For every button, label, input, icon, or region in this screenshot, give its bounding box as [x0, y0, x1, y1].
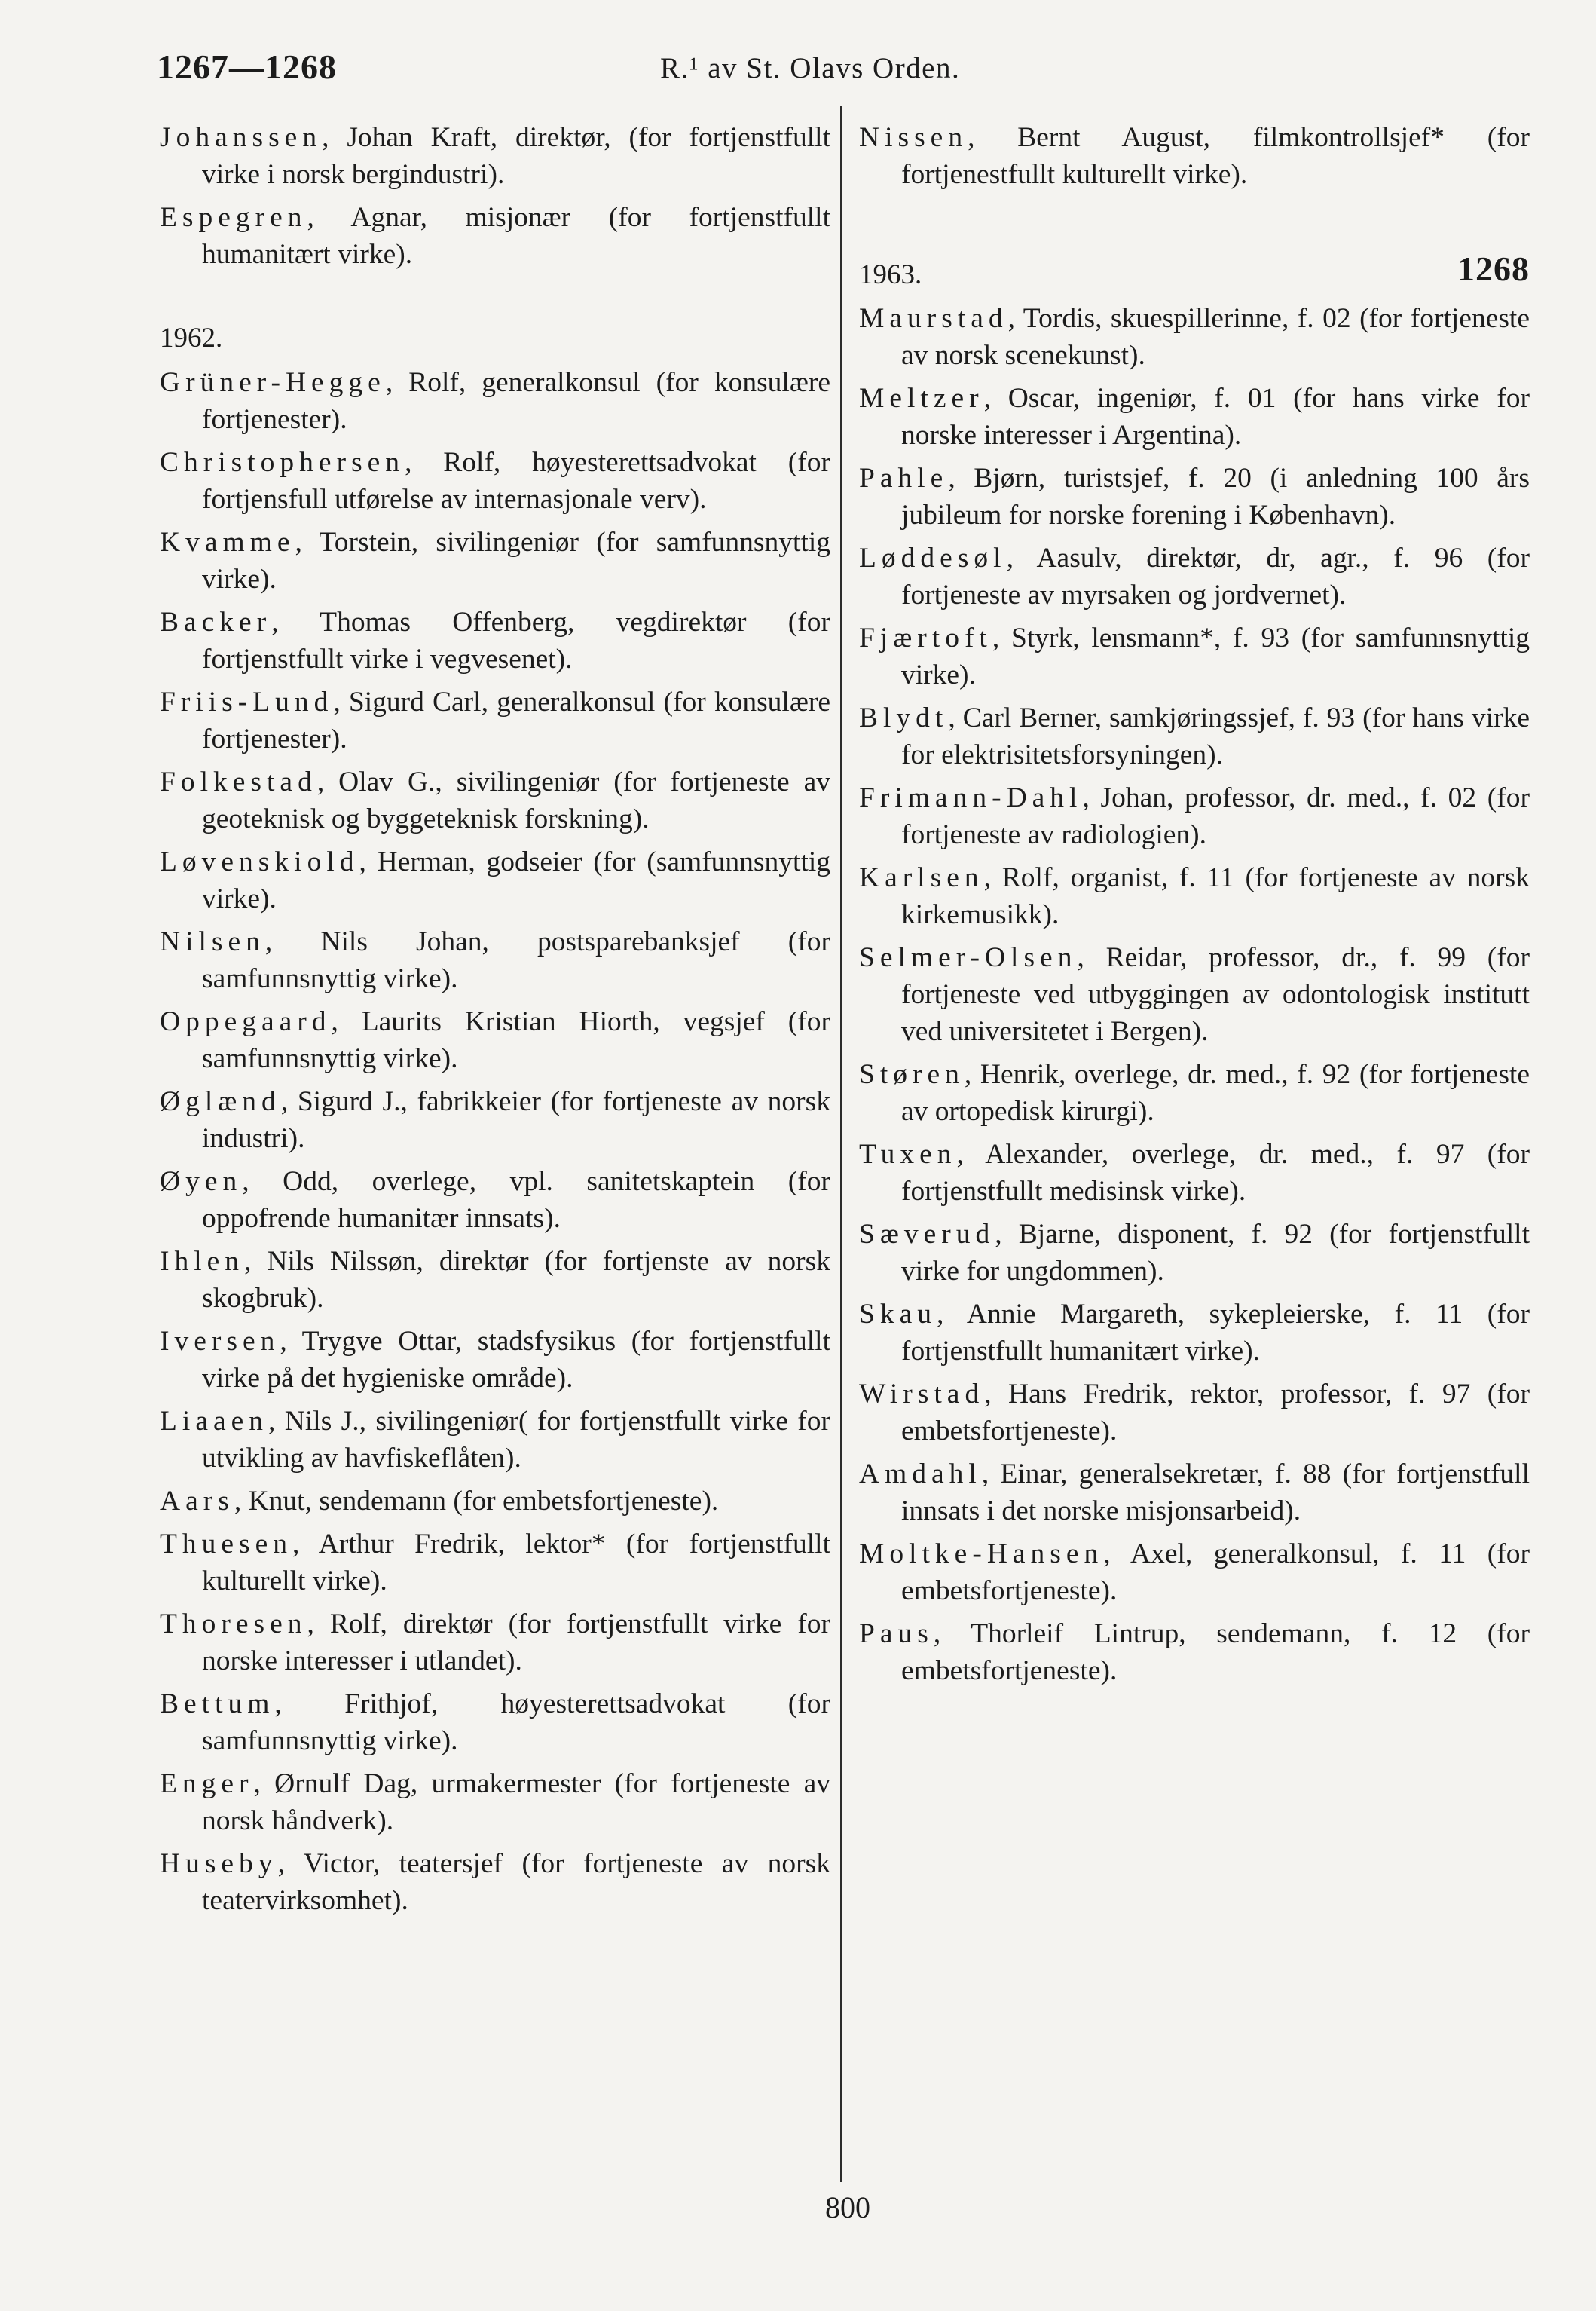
- list-item: [859, 620, 1530, 693]
- entry-details: , Johan, professor, dr. med., f. 02 (for fortjeneste av radiologien).: [901, 782, 1530, 850]
- entry-details: , Tordis, skuespillerinne, f. 02 (for fortjeneste av norsk scenekunst).: [901, 303, 1530, 371]
- list-item: [859, 939, 1530, 1050]
- list-item: [160, 1483, 830, 1520]
- entry-details: , Rolf, høyesterettsadvokat (for fortjensfull utførelse av internasjonale verv).: [202, 447, 830, 515]
- list-item: [859, 380, 1530, 454]
- entry-surname: Nissen: [859, 122, 968, 153]
- entry-details: , Rolf, direktør (for fortjenstfullt virke for norske interesser i utlandet).: [202, 1609, 830, 1676]
- entry-surname: Nilsen: [160, 926, 265, 957]
- entry-surname: Øyen: [160, 1166, 243, 1197]
- entry-surname: Enger: [160, 1768, 254, 1799]
- list-item: [859, 779, 1530, 853]
- entry-surname: Øglænd: [160, 1086, 281, 1117]
- list-item: [859, 1376, 1530, 1449]
- year-heading-row: [859, 250, 1530, 291]
- column-divider: [840, 106, 842, 2182]
- entry-details: , Bjarne, disponent, f. 92 (for fortjenstfullt virke for ungdommen).: [901, 1219, 1530, 1287]
- list-item: [160, 364, 830, 438]
- entry-surname: Bettum: [160, 1688, 275, 1719]
- page-range: 1267—1268: [157, 47, 337, 86]
- list-item: [160, 1243, 830, 1317]
- entry-surname: Iversen: [160, 1326, 280, 1357]
- entry-details: , Herman, godseier (for (samfunnsnyttig virke).: [202, 846, 830, 914]
- entry-surname: Amdahl: [859, 1459, 982, 1489]
- entry-details: , Odd, overlege, vpl. sanitetskaptein (for oppofrende humanitær innsats).: [202, 1166, 830, 1234]
- entry-details: , Agnar, misjonær (for fortjenstfullt humanitært virke).: [202, 202, 830, 270]
- entry-surname: Tuxen: [859, 1139, 957, 1170]
- list-item: [160, 1163, 830, 1237]
- list-item: [160, 1083, 830, 1157]
- entry-details: , Knut, sendemann (for embetsfortjeneste).: [234, 1486, 719, 1517]
- entry-details: , Oscar, ingeniør, f. 01 (for hans virke for norske interesser i Argentina).: [901, 383, 1530, 451]
- list-item: [160, 1605, 830, 1679]
- list-item: [160, 524, 830, 598]
- entry-details: , Rolf, generalkonsul (for konsulære fortjenester).: [202, 367, 830, 435]
- list-item: [160, 684, 830, 758]
- entry-surname: Fjærtoft: [859, 623, 992, 654]
- entry-surname: Paus: [859, 1618, 934, 1649]
- list-item: [859, 1296, 1530, 1370]
- entry-surname: Kvamme: [160, 527, 295, 558]
- entry-details: , Johan Kraft, direktør, (for fortjenstfullt virke i norsk bergindustri).: [202, 122, 830, 190]
- entry-details: , Bjørn, turistsjef, f. 20 (i anledning 100 års jubileum for norske forening i København).: [901, 463, 1530, 531]
- entry-surname: Frimann-Dahl: [859, 782, 1083, 813]
- entry-surname: Folkestad: [160, 767, 317, 797]
- entry-details: , Alexander, overlege, dr. med., f. 97 (for fortjenstfullt medisinsk virke).: [901, 1139, 1530, 1207]
- entry-surname: Maurstad: [859, 303, 1008, 334]
- list-item: [859, 1216, 1530, 1290]
- page-number: 800: [825, 2190, 870, 2224]
- entry-surname: Moltke-Hansen: [859, 1538, 1104, 1569]
- entry-details: , Laurits Kristian Hiorth, vegsjef (for samfunnsnyttig virke).: [202, 1006, 830, 1074]
- entry-details: , Nils Nilssøn, direktør (for fortjenste av norsk skogbruk).: [202, 1246, 830, 1314]
- entry-details: , Thomas Offenberg, vegdirektør (for fortjenstfullt virke i vegvesenet).: [202, 607, 830, 675]
- entry-details: , Henrik, overlege, dr. med., f. 92 (for fortjeneste av ortopedisk kirurgi).: [901, 1059, 1530, 1127]
- entry-details: , Carl Berner, samkjøringssjef, f. 93 (for hans virke for elektrisitetsforsyningen).: [901, 702, 1530, 770]
- list-item: [859, 119, 1530, 193]
- list-item: [859, 859, 1530, 933]
- list-item: [859, 460, 1530, 534]
- entry-surname: Selmer-Olsen: [859, 942, 1078, 973]
- entry-details: , Thorleif Lintrup, sendemann, f. 12 (for embetsfortjeneste).: [901, 1618, 1530, 1686]
- list-item: [160, 1003, 830, 1077]
- entry-details: , Sigurd J., fabrikkeier (for fortjeneste av norsk industri).: [202, 1086, 830, 1154]
- entry-details: , Aasulv, direktør, dr, agr., f. 96 (for fortjeneste av myrsaken og jordvernet).: [901, 543, 1530, 611]
- section-number: 1268: [1457, 249, 1530, 288]
- entry-details: , Einar, generalsekretær, f. 88 (for fortjenstfull innsats i det norske misjonsarbeid).: [901, 1459, 1530, 1526]
- list-item: [859, 699, 1530, 773]
- list-item: [160, 1845, 830, 1919]
- entry-surname: Friis-Lund: [160, 687, 334, 718]
- entry-details: , Annie Margareth, sykepleierske, f. 11 (for fortjenstfullt humanitært virke).: [901, 1299, 1530, 1367]
- entry-surname: Ihlen: [160, 1246, 245, 1277]
- list-item: [160, 604, 830, 678]
- entry-details: , Styrk, lensmann*, f. 93 (for samfunnsnyttig virke).: [901, 623, 1530, 690]
- entry-surname: Christophersen: [160, 447, 405, 478]
- entry-details: , Sigurd Carl, generalkonsul (for konsulære fortjenester).: [202, 687, 830, 755]
- list-item: [160, 843, 830, 917]
- entry-details: , Rolf, organist, f. 11 (for fortjeneste av norsk kirkemusikk).: [901, 862, 1530, 930]
- entry-details: , Hans Fredrik, rektor, professor, f. 97 (for embetsfortjeneste).: [901, 1379, 1530, 1446]
- entry-surname: Thoresen: [160, 1609, 307, 1639]
- entry-details: , Reidar, professor, dr., f. 99 (for fortjeneste ved utbyggingen av odontologisk institutt ved universitetet i Bergen).: [901, 942, 1530, 1047]
- entry-surname: Wirstad: [859, 1379, 985, 1410]
- entry-details: , Torstein, sivilingeniør (for samfunnsnyttig virke).: [202, 527, 830, 595]
- list-item: [859, 1535, 1530, 1609]
- entry-details: , Trygve Ottar, stadsfysikus (for fortjenstfullt virke på det hygieniske område).: [202, 1326, 830, 1394]
- right-column: [859, 119, 1530, 1695]
- running-header: [157, 47, 1536, 99]
- list-item: [160, 1526, 830, 1599]
- entry-surname: Karlsen: [859, 862, 984, 893]
- list-item: [160, 444, 830, 518]
- entry-surname: Meltzer: [859, 383, 984, 414]
- entry-surname: Thuesen: [160, 1529, 293, 1560]
- entry-surname: Johanssen: [160, 122, 323, 153]
- entry-surname: Backer: [160, 607, 272, 638]
- entry-surname: Løvenskiold: [160, 846, 359, 877]
- list-item: [859, 300, 1530, 374]
- list-item: [160, 119, 830, 193]
- list-item: [859, 1056, 1530, 1130]
- list-item: [859, 540, 1530, 614]
- entry-surname: Blydt: [859, 702, 949, 733]
- list-item: [859, 1136, 1530, 1210]
- entry-details: , Nils Johan, postsparebanksjef (for samfunnsnyttig virke).: [202, 926, 830, 994]
- list-item: [160, 1403, 830, 1477]
- entry-surname: Oppegaard: [160, 1006, 332, 1037]
- running-title: R.¹ av St. Olavs Orden.: [660, 52, 961, 84]
- entry-details: , Nils J., sivilingeniør( for fortjenstfullt virke for utvikling av havfiskeflåten).: [202, 1406, 830, 1474]
- entry-details: , Axel, generalkonsul, f. 11 (for embetsfortjeneste).: [901, 1538, 1530, 1606]
- list-item: [859, 1615, 1530, 1689]
- entry-details: , Victor, teatersjef (for fortjeneste av norsk teatervirksomhet).: [202, 1848, 830, 1916]
- entry-details: , Ørnulf Dag, urmakermester (for fortjeneste av norsk håndverk).: [202, 1768, 830, 1836]
- list-item: [160, 1323, 830, 1397]
- entry-surname: Pahle: [859, 463, 949, 494]
- list-item: [859, 1455, 1530, 1529]
- list-item: [160, 1685, 830, 1759]
- entry-surname: Liaaen: [160, 1406, 269, 1437]
- entry-surname: Aars: [160, 1486, 234, 1517]
- year-heading: 1963.: [859, 259, 922, 290]
- entry-surname: Sæverud: [859, 1219, 995, 1250]
- entry-surname: Huseby: [160, 1848, 278, 1879]
- list-item: [160, 1765, 830, 1839]
- entry-details: , Arthur Fredrik, lektor* (for fortjenstfullt kulturellt virke).: [202, 1529, 830, 1596]
- year-heading: 1962.: [160, 323, 223, 354]
- entry-surname: Løddesøl: [859, 543, 1007, 574]
- entry-surname: Espegren: [160, 202, 307, 233]
- year-heading-row: [160, 320, 830, 357]
- entry-surname: Grüner-Hegge: [160, 367, 386, 398]
- left-column: [160, 119, 830, 1925]
- list-item: [160, 923, 830, 997]
- entry-details: , Bernt August, filmkontrollsjef* (for fortjenestfullt kulturellt virke).: [901, 122, 1530, 190]
- entry-surname: Støren: [859, 1059, 965, 1090]
- entry-details: , Frithjof, høyesterettsadvokat (for samfunnsnyttig virke).: [202, 1688, 830, 1756]
- list-item: [160, 764, 830, 837]
- entry-surname: Skau: [859, 1299, 937, 1330]
- entry-details: , Olav G., sivilingeniør (for fortjeneste av geoteknisk og byggeteknisk forskning).: [202, 767, 830, 834]
- list-item: [160, 199, 830, 273]
